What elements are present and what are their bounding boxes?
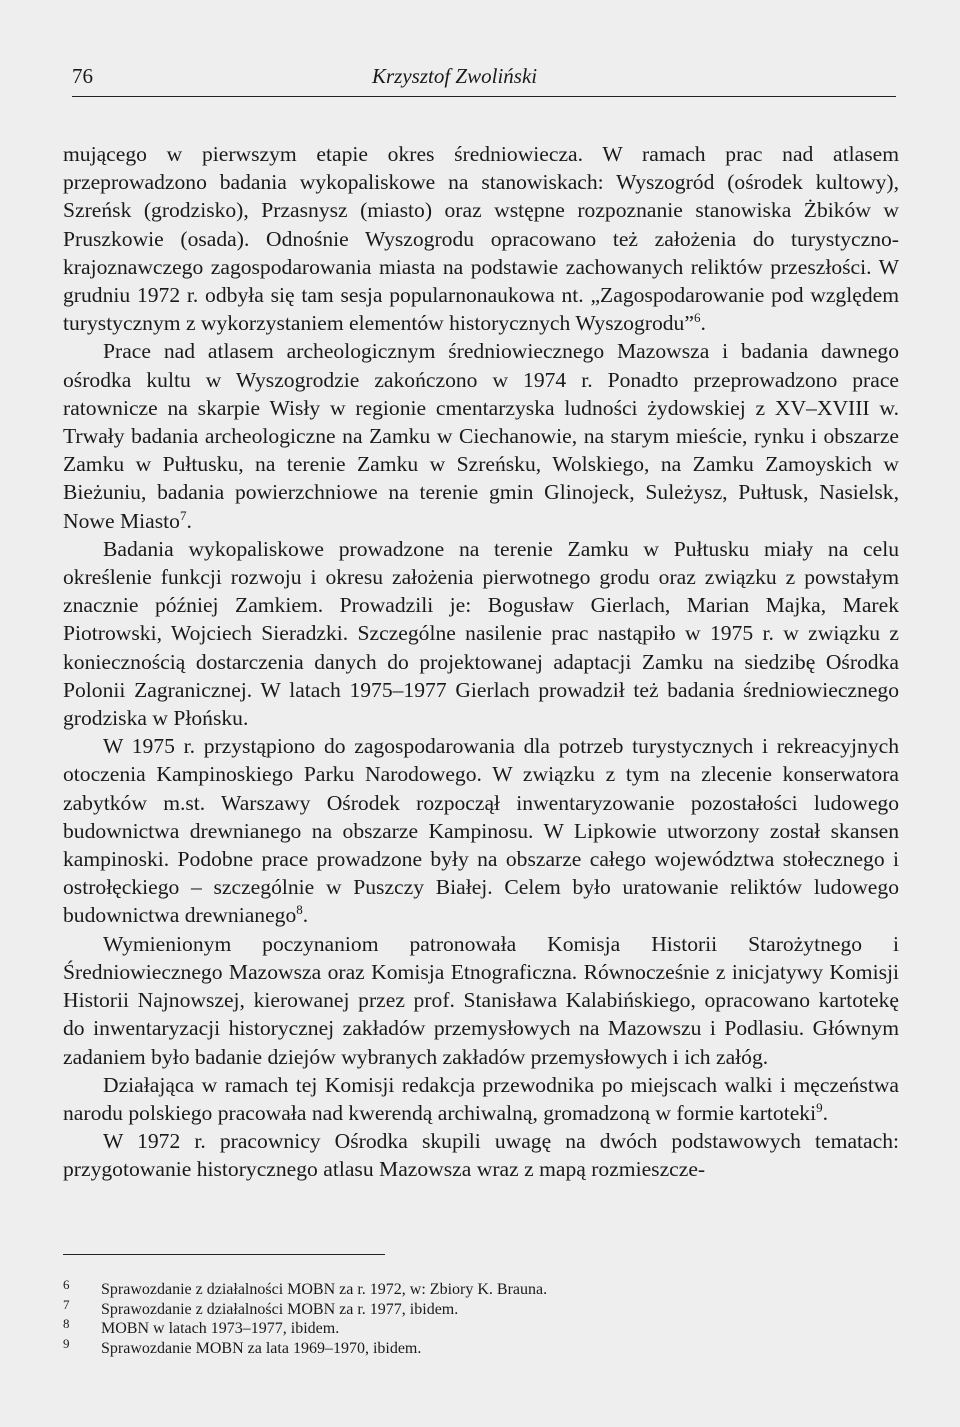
footnote <box>63 1277 899 1300</box>
footnote <box>63 1335 899 1359</box>
footnote-ref[interactable]: 7 <box>179 507 187 523</box>
footnote-ref[interactable]: 8 <box>296 902 303 918</box>
footnote-ref[interactable]: 9 <box>816 1099 823 1115</box>
footnote-text: Sprawozdanie z działalności MOBN za r. 1977, ibidem. <box>101 1300 459 1318</box>
footnote-text: Sprawozdanie MOBN za lata 1969–1970, ibidem. <box>101 1339 422 1357</box>
body-text <box>63 140 899 1184</box>
paragraph: Prace nad atlasem archeologicznym średniowiecznego Mazowsza i badania dawnego ośrodka kultu w Wyszogrodzie zakończono w 1974 r. Ponadto przeprowadzono prace ratownicze na skarpie Wisły w regionie cmentarzyska ludności żydowskiej z XV–XVIII w. Trwały badania archeologiczne na Zamku w Ciechanowie, na starym mieście, rynku i obszarze Zamku w Pułtusku, na terenie Zamku w Szreńsku, Wolskiego, na Zamku Zamoyskich w Bieżuniu, badania powierzchniowe na terenie gmin Glinojeck, Suleżysz, Pułtusk, Nasielsk, Nowe Miasto$^7$. <box>63 339 899 533</box>
footnote-text: Sprawozdanie z działalności MOBN za r. 1972, w: Zbiory K. Brauna. <box>101 1281 548 1298</box>
paragraph: mującego w pierwszym etapie okres średniowiecza. W ramach prac nad atlasem przeprowadzono badania wykopaliskowe na stanowiskach: Wyszogród (ośrodek kultowy), Szreńsk (grodzisko), Przasnysz (miasto) oraz wstępne rozpoznanie stanowiska Żbików w Pruszkowie (osada). Odnośnie Wyszogrodu opracowano też założenia do turystyczno-krajoznawczego zagospodarowania miasta na podstawie zachowanych reliktów przeszłości. W grudniu 1972 r. odbyła się tam sesja popularnonaukowa nt. „Zagospodarowanie pod względem turystycznym z wykorzystaniem elementów historycznych Wyszogrodu”$^6$. <box>63 142 899 336</box>
page-header <box>72 64 896 97</box>
running-head: Krzysztof Zwoliński <box>372 64 538 88</box>
paragraph: W 1975 r. przystąpiono do zagospodarowania dla potrzeb turystycznych i rekreacyjnych otoczenia Kampinoskiego Parku Narodowego. W związku z tym na zlecenie konserwatora zabytków m.st. Warszawy Ośrodek rozpoczął inwentaryzowanie pozostałości ludowego budownictwa drewnianego na obszarze Kampinosu. W Lipkowie utworzony został skansen kampinoski. Podobne prace prowadzone były na obszarze całego województwa stołecznego i ostrołęckiego – szczególnie w Puszczy Białej. Celem było uratowanie reliktów ludowego budownictwa drewnianego$^8$. <box>63 734 899 928</box>
footnote-number: 7 <box>63 1296 70 1312</box>
footnote-text: MOBN w latach 1973–1977, ibidem. <box>101 1320 340 1337</box>
paragraph: Działająca w ramach tej Komisji redakcja przewodnika po miejscach walki i męczeństwa narodu polskiego pracowała nad kwerendą archiwalną, gromadzoną w formie kartoteki$^9$. <box>63 1072 899 1125</box>
paragraph: Wymienionym poczynaniom patronowała Komisja Historii Starożytnego i Średniowiecznego Mazowsza oraz Komisja Etnograficzna. Równocześnie z inicjatywy Komisji Historii Najnowszej, kierowanej przez prof. Stanisława Kalabińskiego, opracowano kartotekę do inwentaryzacji historycznej zakładów przemysłowych na Mazowszu i Podlasiu. Głównym zadaniem było badanie dziejów wybranych zakładów przemysłowych i ich załóg. <box>63 931 899 1069</box>
footnote-divider <box>63 1254 385 1255</box>
footnote-ref[interactable]: 6 <box>693 310 701 326</box>
footnote <box>63 1316 899 1339</box>
paragraph: Badania wykopaliskowe prowadzone na terenie Zamku w Pułtusku miały na celu określenie funkcji rozwoju i okresu założenia pierwotnego grodu oraz związku z powstałym znacznie później Zamkiem. Prowadzili je: Bogusław Gierlach, Marian Majka, Marek Piotrowski, Wojciech Sieradzki. Szczególne nasilenie prac nastąpiło w 1975 r. w związku z koniecznością dostarczenia danych do projektowanej adaptacji Zamku na siedzibę Ośrodka Polonii Zagranicznej. W latach 1975–1977 Gierlach prowadził też badania średniowiecznego grodziska w Płońsku. <box>63 536 899 731</box>
footnote-number: 8 <box>63 1316 70 1331</box>
footnote-number: 9 <box>63 1335 70 1351</box>
footnote <box>63 1296 899 1320</box>
footnotes <box>63 1277 899 1358</box>
page-number: 76 <box>72 64 93 88</box>
footnote-number: 6 <box>63 1277 70 1292</box>
paragraph: W 1972 r. pracownicy Ośrodka skupili uwagę na dwóch podstawowych tematach: przygotowanie historycznego atlasu Mazowsza wraz z mapą rozmieszcze- <box>63 1129 899 1182</box>
